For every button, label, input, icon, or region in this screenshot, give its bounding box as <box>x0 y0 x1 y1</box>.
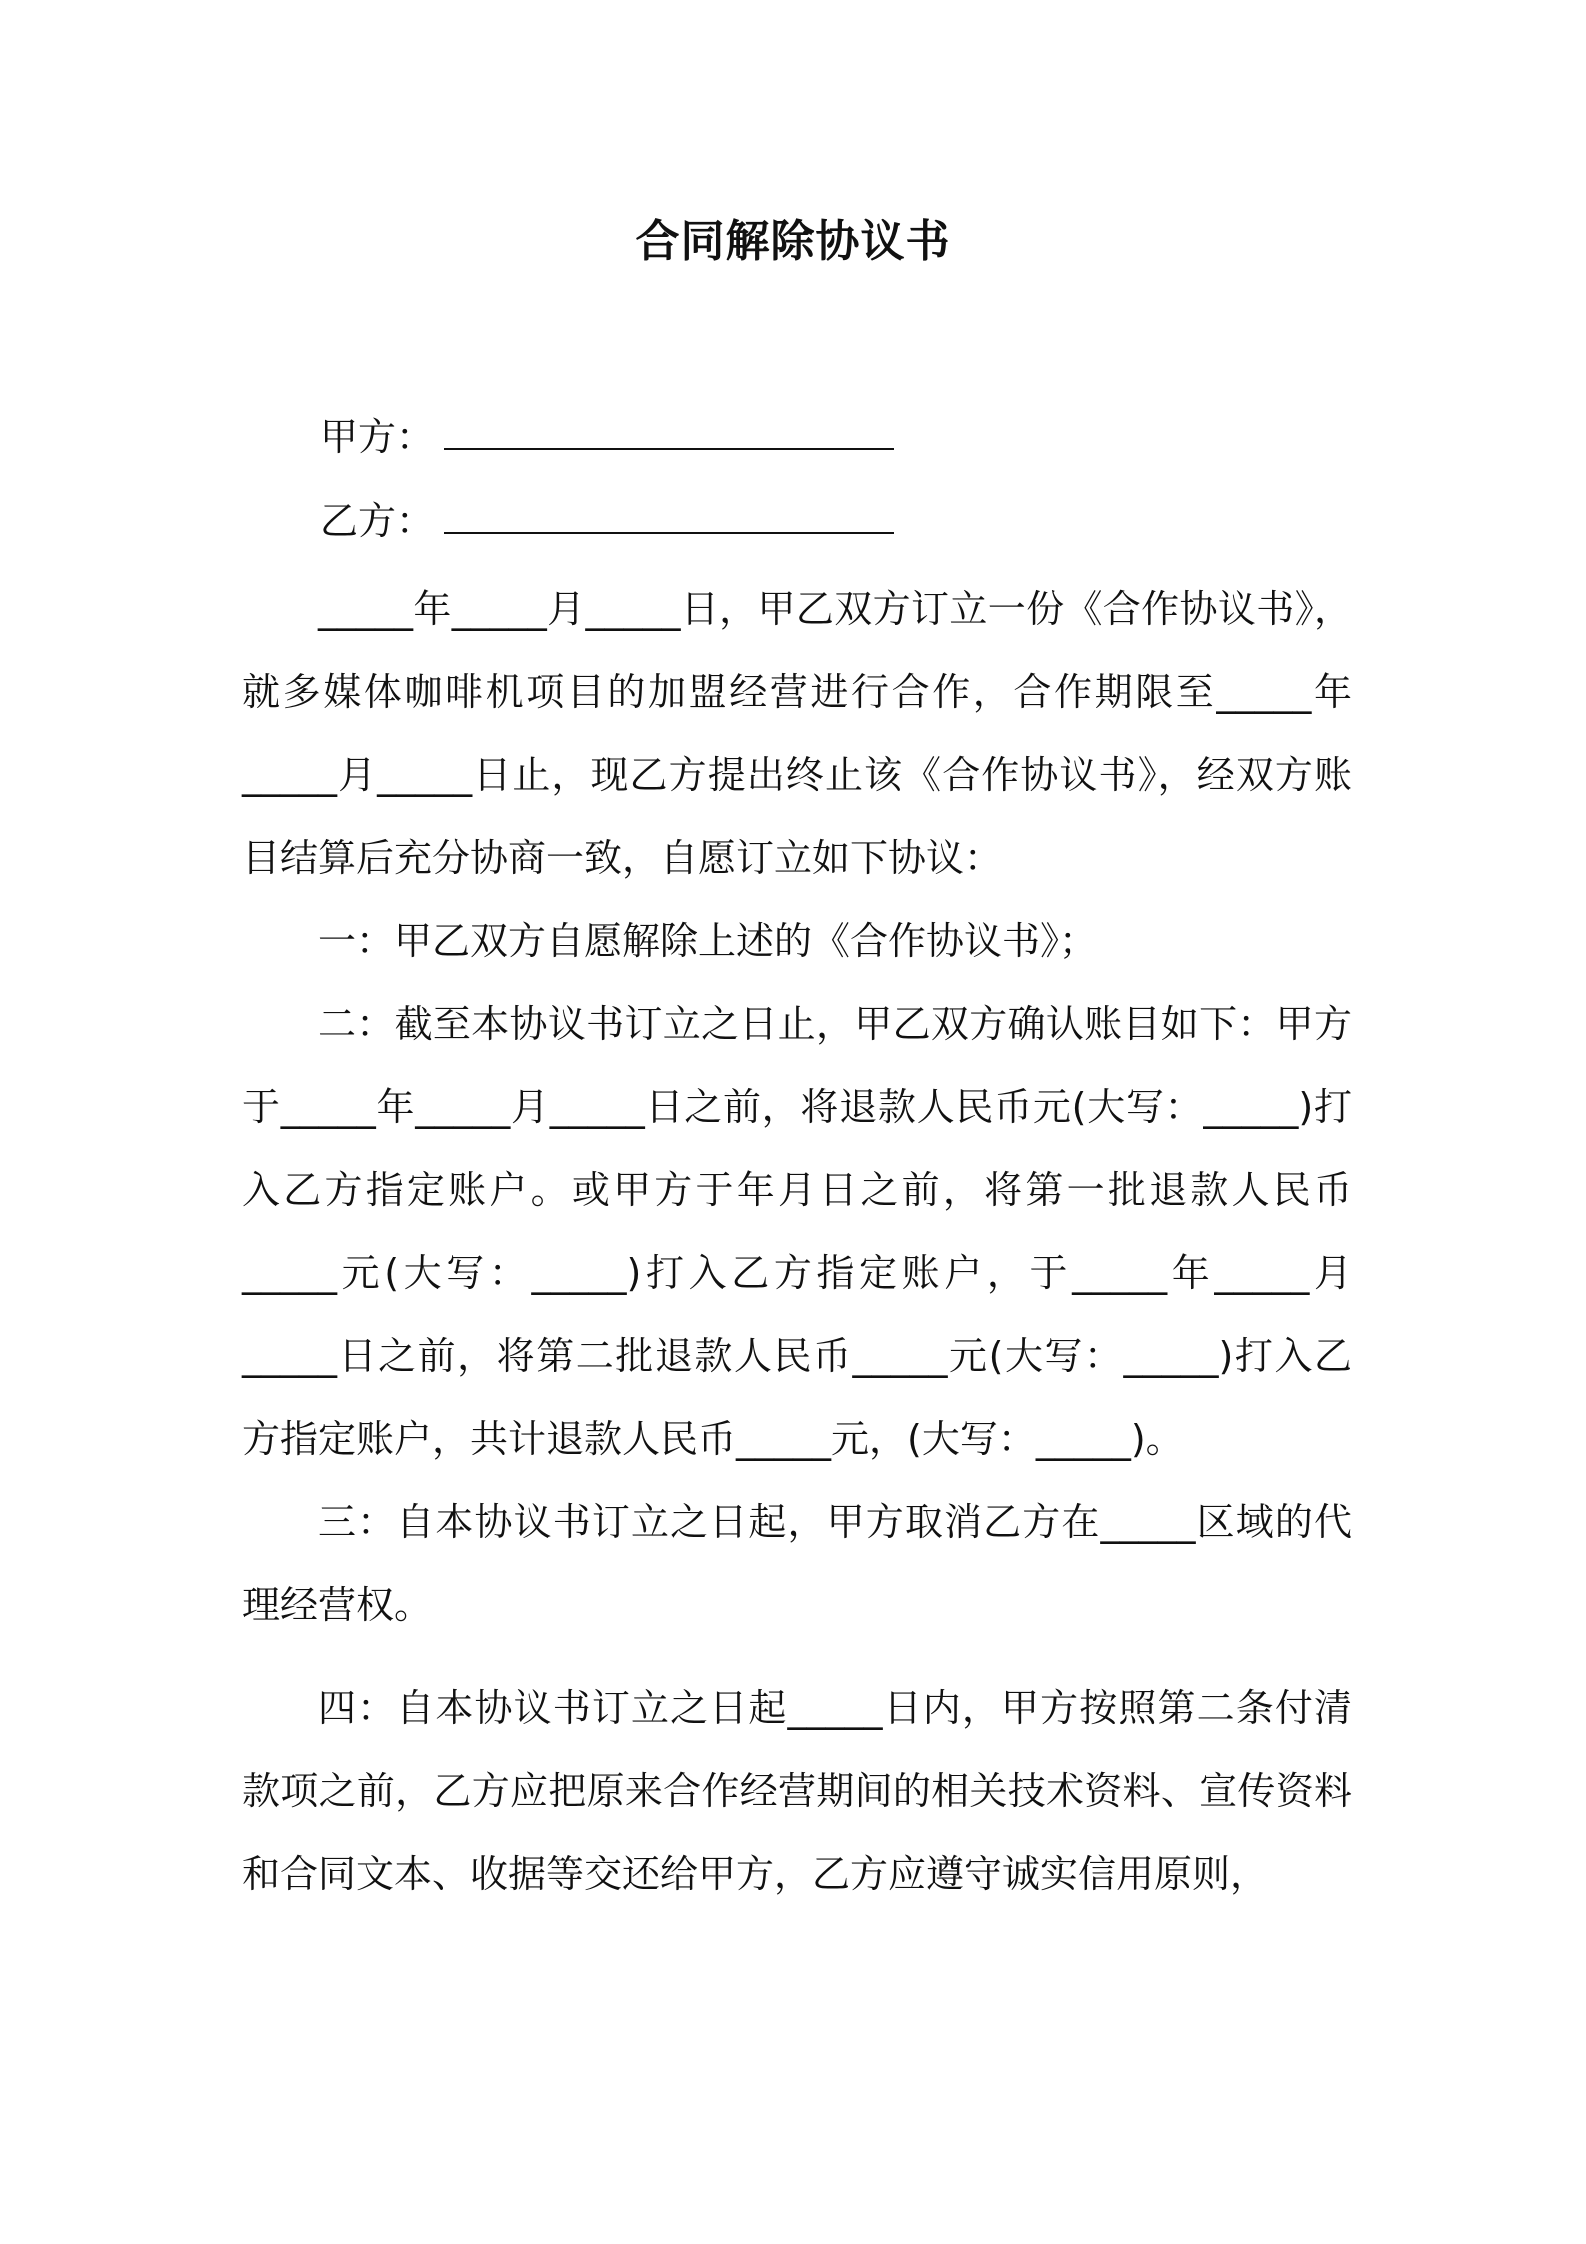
party-b-blank <box>444 492 894 534</box>
paragraph-intro: _____年_____月_____日，甲乙双方订立一份《合作协议书》，就多媒体咖啡机项目的加盟经营进行合作，合作期限至_____年_____月_____日止，现乙方提出终止该《合作协议书》，经双方账目结算后充分协商一致，自愿订立如下协议： <box>242 587 1352 880</box>
party-b-line <box>320 492 894 549</box>
party-b-label: 乙方： <box>320 499 435 543</box>
party-a-blank <box>444 408 894 450</box>
paragraph-item-3: 三：自本协议书订立之日起，甲方取消乙方在_____区域的代理经营权。 <box>242 1500 1352 1627</box>
paragraph-item-2: 二：截至本协议书订立之日止，甲乙双方确认账目如下：甲方于_____年_____月_____日之前，将退款人民币元(大写：_____)打入乙方指定账户。或甲方于年月日之前，将第一批退款人民币_____元(大写：_____)打入乙方指定账户，于_____年_____月_____日之前，将第二批退款人民币_____元(大写：_____)打入乙方指定账户，共计退款人民币_____元，(大写：_____)。 <box>242 1002 1352 1461</box>
party-a-line <box>320 408 894 465</box>
party-a-label: 甲方： <box>320 415 435 459</box>
document-title: 合同解除协议书 <box>635 216 951 267</box>
document-body <box>242 568 1352 1916</box>
paragraph-item-1: 一：甲乙双方自愿解除上述的《合作协议书》； <box>318 919 1098 963</box>
paragraph-item-4: 四：自本协议书订立之日起_____日内，甲方按照第二条付清款项之前，乙方应把原来合作经营期间的相关技术资料、宣传资料和合同文本、收据等交还给甲方，乙方应遵守诚实信用原则， <box>242 1686 1352 1896</box>
